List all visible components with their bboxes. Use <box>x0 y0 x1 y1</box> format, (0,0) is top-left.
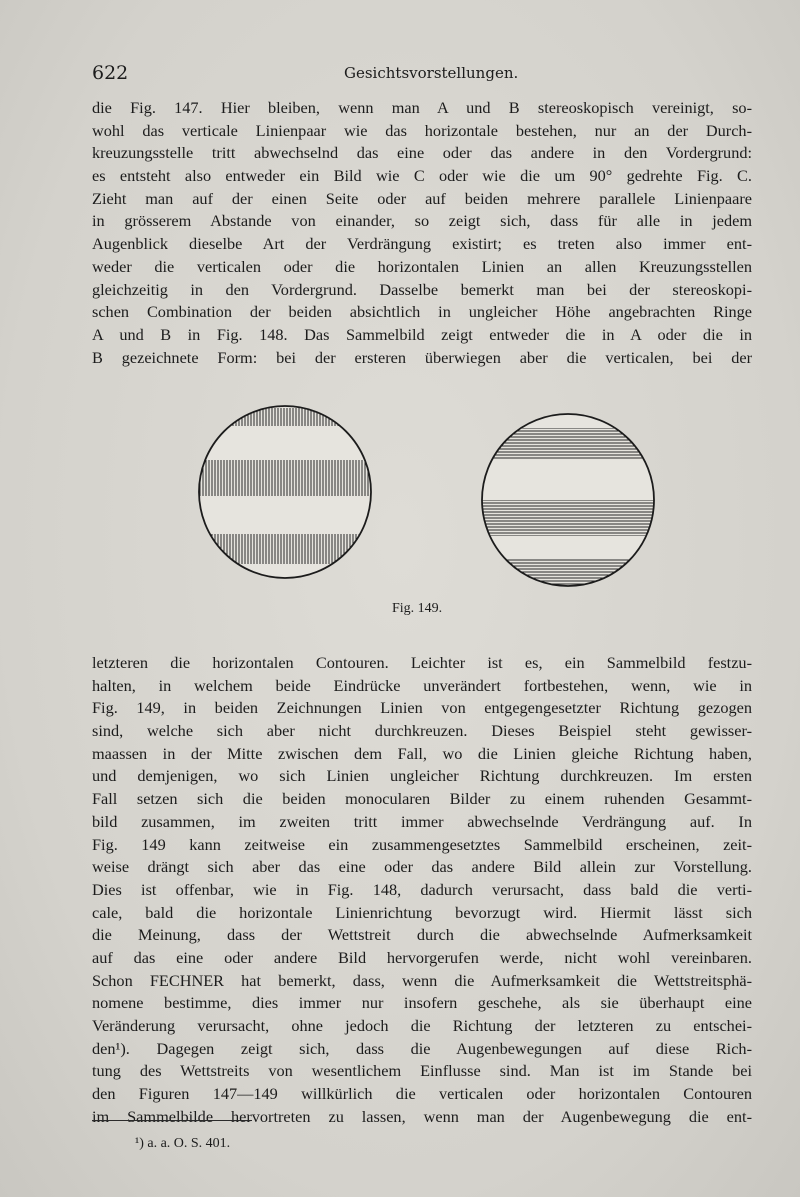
text-line: Schon FECHNER hat bemerkt, dass, wenn die Aufmerksamkeit die Wettstreitsphä- <box>92 970 752 990</box>
running-title: Gesichtsvorstellungen. <box>344 64 519 82</box>
text-line: schen Combination der beiden absichtlich in ungleicher Höhe angebrachten Ringe <box>92 302 752 322</box>
text-line: in grösserem Abstande von einander, so zeigt sich, dass für alle in jedem <box>92 211 752 231</box>
figure-149 <box>190 400 670 620</box>
page-number: 622 <box>92 62 129 84</box>
footnote-rule <box>92 1120 252 1121</box>
text-line: gleichzeitig in den Vordergrund. Dasselbe bemerkt man bei der stereoskopi- <box>92 279 752 299</box>
figure-caption: Fig. 149. <box>392 601 443 616</box>
right-circle-horizontal-lines <box>470 414 670 588</box>
text-line: bild zusammen, im zweiten tritt immer abwechselnde Verdrängung auf. In <box>92 811 752 831</box>
text-line: die Fig. 147. Hier bleiben, wenn man A und B stereoskopisch vereinigt, so- <box>92 98 752 117</box>
text-line: cale, bald die horizontale Linienrichtung bevorzugt wird. Hiermit lässt sich <box>92 902 752 922</box>
paragraph-top <box>92 97 752 369</box>
paragraph-bottom <box>92 652 752 1128</box>
left-circle-vertical-lines <box>190 406 390 578</box>
text-line: weder die verticalen oder die horizontalen Linien an allen Kreuzungsstellen <box>92 256 752 276</box>
text-line: Zieht man auf der einen Seite oder auf beiden mehrere parallele Linienpaare <box>92 188 752 208</box>
text-line: die Meinung, dass der Wettstreit durch die abwechselnde Aufmerksamkeit <box>92 925 752 945</box>
text-line: weise drängt sich aber das eine oder das andere Bild allein zur Vorstellung. <box>92 857 752 877</box>
text-line: Dies ist offenbar, wie in Fig. 148, dadurch verursacht, dass bald die verti- <box>92 879 752 899</box>
text-line: halten, in welchem beide Eindrücke unverändert fortbestehen, wenn, wie in <box>92 675 752 695</box>
text-line: auf das eine oder andere Bild hervorgerufen werde, nicht wohl vereinbaren. <box>92 947 752 967</box>
figure-drawing <box>190 400 670 620</box>
text-line: letzteren die horizontalen Contouren. Leichter ist es, ein Sammelbild festzu- <box>92 653 752 672</box>
text-line: tung des Wettstreits von wesentlichem Einflusse sind. Man ist im Stande bei <box>92 1061 752 1081</box>
text-line: den Figuren 147—149 willkürlich die verticalen oder horizontalen Contouren <box>92 1084 752 1104</box>
text-line: maassen in der Mitte zwischen dem Fall, wo die Linien gleiche Richtung haben, <box>92 743 752 763</box>
footnote: ¹) a. a. O. S. 401. <box>135 1136 231 1151</box>
text-line: Augenblick dieselbe Art der Verdrängung existirt; es treten also immer ent- <box>92 234 752 254</box>
text-line: es entsteht also entweder ein Bild wie C oder wie die um 90° gedrehte Fig. C. <box>92 166 752 186</box>
text-line: kreuzungsstelle tritt abwechselnd das eine oder das andere in den Vordergrund: <box>92 143 752 163</box>
text-line: B gezeichnete Form: bei der ersteren überwiegen aber die verticalen, bei der <box>92 347 752 367</box>
text-line: Fig. 149 kann zeitweise ein zusammengesetztes Sammelbild erscheinen, zeit- <box>92 834 752 854</box>
text-line: wohl das verticale Linienpaar wie das horizontale bestehen, nur an der Durch- <box>92 120 752 140</box>
text-line: sind, welche sich aber nicht durchkreuzen. Dieses Beispiel steht gewisser- <box>92 721 752 741</box>
text-line: und demjenigen, wo sich Linien ungleicher Richtung durchkreuzen. Im ersten <box>92 766 752 786</box>
page-header <box>92 60 752 90</box>
text-line: den¹). Dagegen zeigt sich, dass die Augenbewegungen auf diese Rich- <box>92 1038 752 1058</box>
text-line: im Sammelbilde hervortreten zu lassen, wenn man der Augenbewegung die ent- <box>92 1106 752 1126</box>
text-line: nomene bestimme, dies immer nur insofern geschehe, als sie überhaupt eine <box>92 993 752 1013</box>
text-line: Fall setzen sich die beiden monocularen Bilder zu einem ruhenden Gesammt- <box>92 789 752 809</box>
text-line: Fig. 149, in beiden Zeichnungen Linien von entgegengesetzter Richtung gezogen <box>92 698 752 718</box>
text-line: A und B in Fig. 148. Das Sammelbild zeigt entweder die in A oder die in <box>92 324 752 344</box>
text-line: Veränderung verursacht, ohne jedoch die Richtung der letzteren zu entschei- <box>92 1016 752 1035</box>
